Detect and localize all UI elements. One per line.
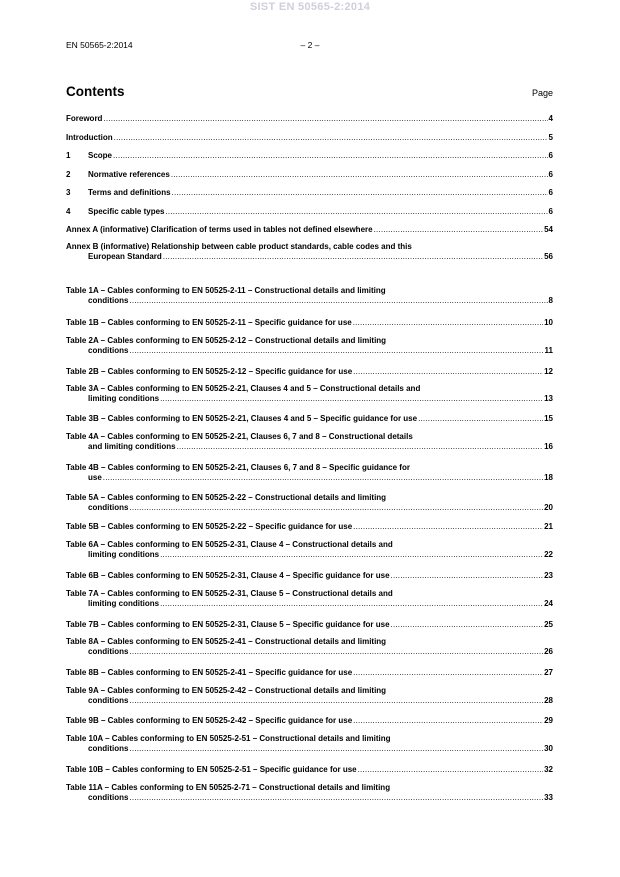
entry-title-continued: conditions <box>88 793 129 802</box>
entry-page-number: 6 <box>548 188 553 197</box>
dot-leader <box>129 647 543 657</box>
table-list-entry[interactable] <box>66 432 553 452</box>
entry-title: Table 2A – Cables conforming to EN 50525-2-12 – Constructional details and limiting <box>66 336 387 345</box>
section-number: 2 <box>66 170 71 179</box>
toc-entry[interactable] <box>66 151 553 161</box>
entry-title-continued: conditions <box>88 503 129 512</box>
dot-leader <box>418 414 543 424</box>
section-number: 3 <box>66 188 71 197</box>
toc-entry[interactable] <box>66 170 553 180</box>
entry-title-continued: limiting conditions <box>88 394 160 403</box>
entry-title: Specific cable types <box>88 207 165 216</box>
entry-page-number: 8 <box>548 296 553 305</box>
table-list-entry[interactable] <box>66 783 553 803</box>
dot-leader <box>353 522 543 532</box>
entry-page-number: 6 <box>548 151 553 160</box>
dot-leader <box>129 503 543 513</box>
table-list-entry[interactable] <box>66 463 553 483</box>
entry-title-continued: conditions <box>88 346 129 355</box>
dot-leader <box>171 170 548 180</box>
entry-page-number: 20 <box>544 503 553 512</box>
dot-leader <box>103 473 543 483</box>
table-list-entry[interactable] <box>66 589 553 609</box>
entry-page-number: 32 <box>544 765 553 774</box>
watermark: SIST EN 50565-2:2014 <box>249 1 371 13</box>
entry-title: Table 5B – Cables conforming to EN 50525-2-22 – Specific guidance for use <box>66 522 353 531</box>
table-list-entry[interactable] <box>66 414 553 424</box>
entry-page-number: 18 <box>544 473 553 482</box>
dot-leader <box>160 599 543 609</box>
entry-page-number: 56 <box>544 252 553 261</box>
entry-title: Table 10B – Cables conforming to EN 50525-2-51 – Specific guidance for use <box>66 765 357 774</box>
entry-page-number: 33 <box>544 793 553 802</box>
entry-page-number: 11 <box>544 346 553 355</box>
dot-leader <box>129 744 543 754</box>
entry-page-number: 13 <box>544 394 553 403</box>
dot-leader <box>165 207 547 217</box>
toc-entry[interactable] <box>66 133 553 143</box>
entry-page-number: 5 <box>548 133 553 142</box>
dot-leader <box>129 696 543 706</box>
entry-title-continued: conditions <box>88 296 129 305</box>
entry-title: Annex B (informative) Relationship between cable product standards, cable codes and this <box>66 242 412 251</box>
entry-title: Table 4B – Cables conforming to EN 50525-2-21, Clauses 6, 7 and 8 – Specific guidance for <box>66 463 410 472</box>
toc-entry[interactable] <box>66 114 553 124</box>
dot-leader <box>353 318 543 328</box>
entry-title-continued: conditions <box>88 744 129 753</box>
table-list-entry[interactable] <box>66 522 553 532</box>
entry-title: Table 7B – Cables conforming to EN 50525-2-31, Clause 5 – Specific guidance for use <box>66 620 390 629</box>
table-list-entry[interactable] <box>66 571 553 581</box>
dot-leader <box>353 668 543 678</box>
table-list-entry[interactable] <box>66 318 553 328</box>
entry-title: Table 5A – Cables conforming to EN 50525-2-22 – Constructional details and limiting <box>66 493 387 502</box>
entry-page-number: 24 <box>544 599 553 608</box>
dot-leader <box>129 296 547 306</box>
entry-page-number: 29 <box>544 716 553 725</box>
entry-page-number: 21 <box>544 522 553 531</box>
page-number: – 2 – <box>300 40 320 50</box>
dot-leader <box>177 442 544 452</box>
entry-page-number: 54 <box>544 225 553 234</box>
dot-leader <box>160 394 543 404</box>
document-id: EN 50565-2:2014 <box>66 40 133 50</box>
entry-page-number: 25 <box>544 620 553 629</box>
dot-leader <box>163 252 543 262</box>
table-list-entry[interactable] <box>66 620 553 630</box>
contents-title: Contents <box>66 84 125 99</box>
table-list-entry[interactable] <box>66 540 553 560</box>
table-list-entry[interactable] <box>66 367 553 377</box>
dot-leader <box>391 571 544 581</box>
dot-leader <box>129 346 543 356</box>
dot-leader <box>172 188 548 198</box>
table-list-entry[interactable] <box>66 668 553 678</box>
dot-leader <box>113 151 548 161</box>
entry-page-number: 12 <box>544 367 553 376</box>
entry-title-continued: use <box>88 473 102 482</box>
entry-title: Annex A (informative) Clarification of terms used in tables not defined elsewhere <box>66 225 373 234</box>
dot-leader <box>358 765 543 775</box>
entry-page-number: 10 <box>544 318 553 327</box>
entry-title: Table 8A – Cables conforming to EN 50525-2-41 – Constructional details and limiting <box>66 637 387 646</box>
toc-entry[interactable] <box>66 242 553 262</box>
entry-page-number: 6 <box>548 170 553 179</box>
entry-title: Table 4A – Cables conforming to EN 50525-2-21, Clauses 6, 7 and 8 – Constructional details <box>66 432 413 441</box>
table-list-entry[interactable] <box>66 384 553 404</box>
table-list-entry[interactable] <box>66 716 553 726</box>
dot-leader <box>103 114 547 124</box>
table-list-entry[interactable] <box>66 336 553 356</box>
toc-entry[interactable] <box>66 207 553 217</box>
entry-title-continued: conditions <box>88 696 129 705</box>
entry-title: Table 9A – Cables conforming to EN 50525-2-42 – Constructional details and limiting <box>66 686 387 695</box>
entry-page-number: 15 <box>544 414 553 423</box>
entry-page-number: 27 <box>544 668 553 677</box>
entry-title: Table 7A – Cables conforming to EN 50525-2-31, Clause 5 – Constructional details and <box>66 589 393 598</box>
entry-title: Table 9B – Cables conforming to EN 50525-2-42 – Specific guidance for use <box>66 716 353 725</box>
entry-title: Table 3B – Cables conforming to EN 50525-2-21, Clauses 4 and 5 – Specific guidance for use <box>66 414 418 423</box>
table-list-entry[interactable] <box>66 637 553 657</box>
page-column-label: Page <box>531 88 553 98</box>
entry-title: Normative references <box>88 170 170 179</box>
entry-page-number: 30 <box>544 744 553 753</box>
table-list-entry[interactable] <box>66 765 553 775</box>
entry-title: Introduction <box>66 133 113 142</box>
section-number: 1 <box>66 151 71 160</box>
entry-title-continued: limiting conditions <box>88 550 160 559</box>
entry-title: Table 11A – Cables conforming to EN 50525-2-71 – Constructional details and limiting <box>66 783 391 792</box>
entry-page-number: 26 <box>544 647 553 656</box>
entry-title-continued: and limiting conditions <box>88 442 176 451</box>
dot-leader <box>391 620 544 630</box>
entry-title: Scope <box>88 151 113 160</box>
entry-title: Table 6B – Cables conforming to EN 50525-2-31, Clause 4 – Specific guidance for use <box>66 571 390 580</box>
dot-leader <box>160 550 543 560</box>
toc-entry[interactable] <box>66 188 553 198</box>
dot-leader <box>114 133 548 143</box>
entry-title-continued: conditions <box>88 647 129 656</box>
entry-page-number: 6 <box>548 207 553 216</box>
entry-title: Table 3A – Cables conforming to EN 50525-2-21, Clauses 4 and 5 – Constructional details and <box>66 384 421 393</box>
toc-entry[interactable] <box>66 225 553 235</box>
entry-page-number: 22 <box>544 550 553 559</box>
dot-leader <box>353 716 543 726</box>
table-list-entry[interactable] <box>66 493 553 513</box>
entry-title: Table 6A – Cables conforming to EN 50525-2-31, Clause 4 – Constructional details and <box>66 540 393 549</box>
dot-leader <box>353 367 543 377</box>
table-list-entry[interactable] <box>66 734 553 754</box>
dot-leader <box>129 793 543 803</box>
entry-title: Terms and definitions <box>88 188 171 197</box>
entry-page-number: 16 <box>544 442 553 451</box>
entry-page-number: 4 <box>548 114 553 123</box>
entry-title-continued: limiting conditions <box>88 599 160 608</box>
table-list-entry[interactable] <box>66 286 553 306</box>
entry-title: Foreword <box>66 114 103 123</box>
entry-title: Table 1A – Cables conforming to EN 50525-2-11 – Constructional details and limiting <box>66 286 386 295</box>
entry-title: Table 1B – Cables conforming to EN 50525-2-11 – Specific guidance for use <box>66 318 352 327</box>
entry-title: Table 10A – Cables conforming to EN 50525-2-51 – Constructional details and limiting <box>66 734 391 743</box>
entry-title: Table 2B – Cables conforming to EN 50525-2-12 – Specific guidance for use <box>66 367 353 376</box>
entry-page-number: 23 <box>544 571 553 580</box>
entry-title-continued: European Standard <box>88 252 162 261</box>
dot-leader <box>374 225 544 235</box>
section-number: 4 <box>66 207 71 216</box>
entry-page-number: 28 <box>544 696 553 705</box>
entry-title: Table 8B – Cables conforming to EN 50525-2-41 – Specific guidance for use <box>66 668 353 677</box>
table-list-entry[interactable] <box>66 686 553 706</box>
